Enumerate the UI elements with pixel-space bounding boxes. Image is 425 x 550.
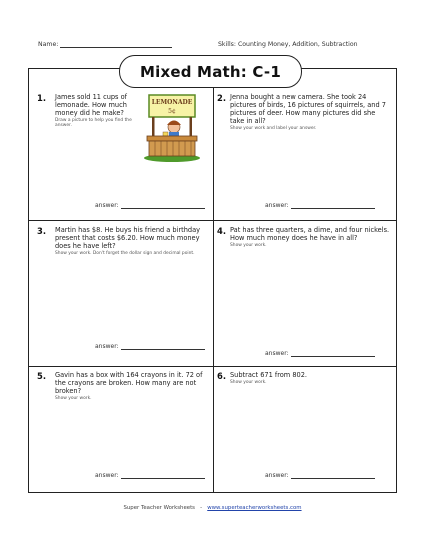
question-6-text: Subtract 671 from 802.	[230, 371, 307, 379]
question-3-instruction: Show your work. Don't forget the dollar sign and decimal point.	[55, 251, 195, 256]
question-2-answer[interactable]	[265, 202, 375, 209]
question-2-instruction: Show your work and label your answer.	[230, 126, 317, 131]
column-divider	[213, 69, 214, 492]
answer-label: answer:	[265, 350, 289, 357]
question-4-instruction: Show your work.	[230, 243, 267, 248]
name-field[interactable]	[38, 41, 172, 48]
row-divider-1	[29, 220, 396, 221]
name-blank-line[interactable]	[60, 47, 172, 48]
question-6-instruction: Show your work.	[230, 380, 267, 385]
question-4-answer[interactable]	[265, 350, 375, 357]
question-5-text: Gavin has a box with 164 crayons in it. 72 of the crayons are broken. How many are not broken?	[55, 371, 203, 395]
question-5-number: 5.	[37, 371, 47, 381]
stand-sign-price: 5¢	[168, 108, 176, 115]
answer-label: answer:	[265, 202, 289, 209]
question-2-number: 2.	[217, 93, 227, 103]
answer-blank-line[interactable]	[121, 208, 205, 209]
question-5-instruction: Show your work.	[55, 396, 92, 401]
name-label: Name:	[38, 41, 59, 48]
question-5	[55, 371, 203, 401]
question-1	[55, 93, 140, 128]
question-1-text: James sold 11 cups of lemonade. How much money did he make?	[55, 93, 127, 117]
footer-separator: -	[200, 505, 203, 511]
row-divider-2	[29, 366, 396, 367]
question-6-answer[interactable]	[265, 472, 375, 479]
question-3-number: 3.	[37, 226, 47, 236]
lemonade-stand-illustration	[143, 92, 201, 162]
question-1-number: 1.	[37, 93, 47, 103]
footer-brand: Super Teacher Worksheets	[123, 505, 195, 511]
question-3	[55, 226, 205, 256]
question-3-text: Martin has $8. He buys his friend a birthday present that costs $6.20. How much money does he have left?	[55, 226, 201, 250]
worksheet-frame	[28, 68, 397, 493]
answer-blank-line[interactable]	[291, 478, 375, 479]
question-1-instruction: Draw a picture to help you find the answer.	[55, 118, 132, 128]
question-2	[230, 93, 390, 131]
footer-link[interactable]: www.superteacherworksheets.com	[207, 505, 302, 511]
question-1-answer[interactable]	[95, 202, 205, 209]
answer-blank-line[interactable]	[121, 478, 205, 479]
page-title: Mixed Math: C-1	[119, 55, 302, 88]
answer-label: answer:	[265, 472, 289, 479]
header	[38, 41, 395, 53]
skills-label: Skills: Counting Money, Addition, Subtraction	[218, 41, 358, 48]
question-3-answer[interactable]	[95, 343, 205, 350]
question-6-number: 6.	[217, 371, 227, 381]
answer-label: answer:	[95, 343, 119, 350]
question-6	[230, 371, 390, 385]
question-4-text: Pat has three quarters, a dime, and four nickels. How much money does he have in all?	[230, 226, 390, 242]
answer-label: answer:	[95, 472, 119, 479]
question-4	[230, 226, 390, 248]
question-2-text: Jenna bought a new camera. She took 24 pictures of birds, 16 pictures of squirrels, and 7 pictures of deer. How many pictures did she take in all?	[230, 93, 386, 125]
answer-blank-line[interactable]	[121, 349, 205, 350]
answer-blank-line[interactable]	[291, 208, 375, 209]
footer	[0, 505, 425, 511]
question-5-answer[interactable]	[95, 472, 205, 479]
answer-blank-line[interactable]	[291, 356, 375, 357]
answer-label: answer:	[95, 202, 119, 209]
question-4-number: 4.	[217, 226, 227, 236]
stand-sign-text: LEMONADE	[151, 99, 193, 106]
